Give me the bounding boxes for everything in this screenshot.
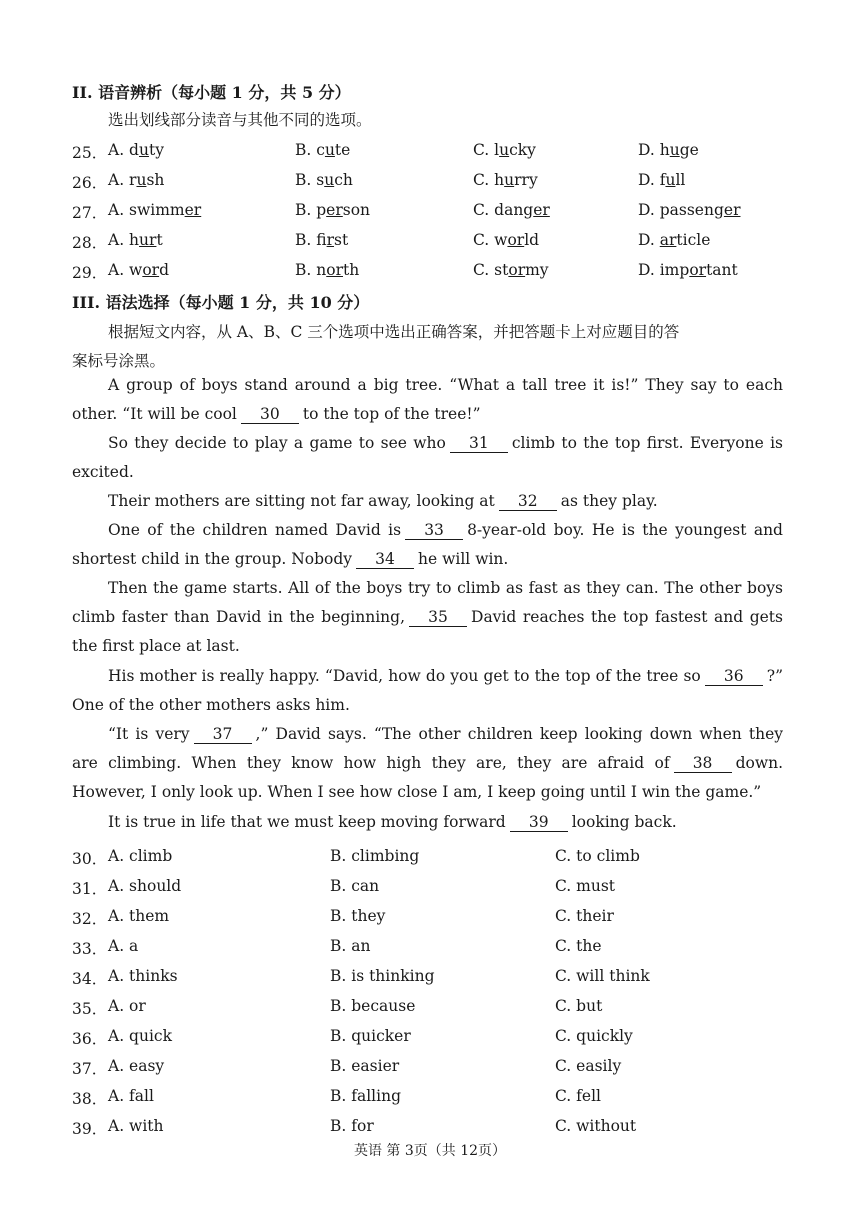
option-c: C. lucky (473, 141, 536, 159)
blank-32: 32 (499, 492, 557, 511)
option-a: A. quick (108, 1027, 172, 1045)
blank-30: 30 (241, 405, 299, 424)
option-a: A. should (108, 877, 182, 895)
blank-31: 31 (450, 434, 508, 453)
option-c: C. stormy (473, 261, 549, 279)
option-a: A. with (108, 1117, 164, 1135)
option-b: B. easier (330, 1057, 400, 1075)
option-a: A. thinks (108, 967, 178, 985)
option-c: C. easily (555, 1057, 622, 1075)
question-number: 32． (72, 910, 108, 928)
question-number: 39． (72, 1120, 108, 1138)
option-a: A. climb (108, 847, 173, 865)
option-d: D. passenger (638, 201, 741, 219)
section-3-title: III. 语法选择（每小题 1 分，共 10 分） (72, 293, 370, 312)
option-c: C. quickly (555, 1027, 633, 1045)
option-b: B. first (295, 231, 349, 249)
passage-paragraph-4: One of the children named David is 33 8-year-old boy. He is the youngest and shortest child in the group. Nobody 34 he will win. (72, 521, 783, 568)
question-number: 33． (72, 940, 108, 958)
option-c: C. their (555, 907, 614, 925)
option-b: B. climbing (330, 847, 420, 865)
option-b: B. because (330, 997, 416, 1015)
option-c: C. to climb (555, 847, 640, 865)
question-number: 37． (72, 1060, 108, 1078)
option-c: C. must (555, 877, 616, 895)
question-number: 29． (72, 264, 108, 282)
option-c: C. the (555, 937, 602, 955)
option-a: A. word (108, 261, 170, 279)
blank-38: 38 (674, 754, 732, 773)
option-b: B. north (295, 261, 360, 279)
section-3-instruction: 根据短文内容，从 A、B、C 三个选项中选出正确答案，并把答题卡上对应题目的答 (108, 323, 680, 341)
option-a: A. or (108, 997, 146, 1015)
question-number: 35． (72, 1000, 108, 1018)
option-b: B. such (295, 171, 353, 189)
option-d: D. article (638, 231, 711, 249)
passage-paragraph-7: “It is very 37 ,” David says. “The other children keep looking down when they are climbing. When they know how high they are, they are afraid of 38 down. However, I only look up. When I see how close I am, I keep going until I win the game.” (72, 725, 784, 801)
option-a: A. duty (108, 141, 164, 159)
section-2-title: II. 语音辨析（每小题 1 分，共 5 分） (72, 83, 351, 102)
option-a: A. fall (108, 1087, 154, 1105)
option-b: B. quicker (330, 1027, 411, 1045)
question-number: 38． (72, 1090, 108, 1108)
option-c: C. hurry (473, 171, 538, 189)
question-number: 34． (72, 970, 108, 988)
blank-35: 35 (409, 608, 467, 627)
question-number: 31． (72, 880, 108, 898)
option-b: B. cute (295, 141, 351, 159)
blank-36: 36 (705, 667, 763, 686)
passage-paragraph-6: His mother is really happy. “David, how do you get to the top of the tree so 36 ?” One of the other mothers asks him. (72, 667, 783, 714)
option-c: C. danger (473, 201, 550, 219)
section-2-instruction: 选出划线部分读音与其他不同的选项。 (108, 111, 372, 129)
passage-paragraph-1: A group of boys stand around a big tree. “What a tall tree it is!” They say to each other. “It will be cool 30 to the top of the tree!” (72, 376, 783, 423)
option-a: A. rush (108, 171, 165, 189)
question-number: 25． (72, 144, 108, 162)
question-number: 28． (72, 234, 108, 252)
blank-33: 33 (405, 521, 463, 540)
option-a: A. hurt (108, 231, 163, 249)
question-number: 27． (72, 204, 108, 222)
option-c: C. will think (555, 967, 650, 985)
option-a: A. swimmer (108, 201, 202, 219)
option-b: B. for (330, 1117, 374, 1135)
option-c: C. fell (555, 1087, 601, 1105)
option-b: B. person (295, 201, 371, 219)
option-b: B. they (330, 907, 386, 925)
option-b: B. is thinking (330, 967, 435, 985)
option-b: B. an (330, 937, 371, 955)
question-number: 36． (72, 1030, 108, 1048)
blank-34: 34 (356, 550, 414, 569)
option-a: A. them (108, 907, 170, 925)
option-b: B. can (330, 877, 380, 895)
option-c: C. world (473, 231, 540, 249)
option-c: C. without (555, 1117, 637, 1135)
option-d: D. huge (638, 141, 699, 159)
option-b: B. falling (330, 1087, 401, 1105)
option-a: A. easy (108, 1057, 165, 1075)
blank-39: 39 (510, 813, 568, 832)
page-footer: 英语 第 3页（共 12页） (353, 1143, 507, 1159)
option-a: A. a (108, 937, 139, 955)
blank-37: 37 (194, 725, 252, 744)
passage-paragraph-3: Their mothers are sitting not far away, looking at 32 as they play. (108, 492, 658, 510)
question-number: 26． (72, 174, 108, 192)
passage-paragraph-2: So they decide to play a game to see who 31 climb to the top first. Everyone is excited. (72, 434, 783, 481)
question-number: 30． (72, 850, 108, 868)
option-c: C. but (555, 997, 603, 1015)
section-3-instruction-cont: 案标号涂黑。 (72, 352, 166, 370)
option-d: D. full (638, 171, 686, 189)
option-d: D. important (638, 261, 738, 279)
passage-paragraph-5: Then the game starts. All of the boys try to climb as fast as they can. The other boys climb faster than David in the beginning, 35 David reaches the top fastest and gets the first place at last. (72, 579, 783, 655)
passage-paragraph-8: It is true in life that we must keep moving forward 39 looking back. (108, 813, 677, 831)
